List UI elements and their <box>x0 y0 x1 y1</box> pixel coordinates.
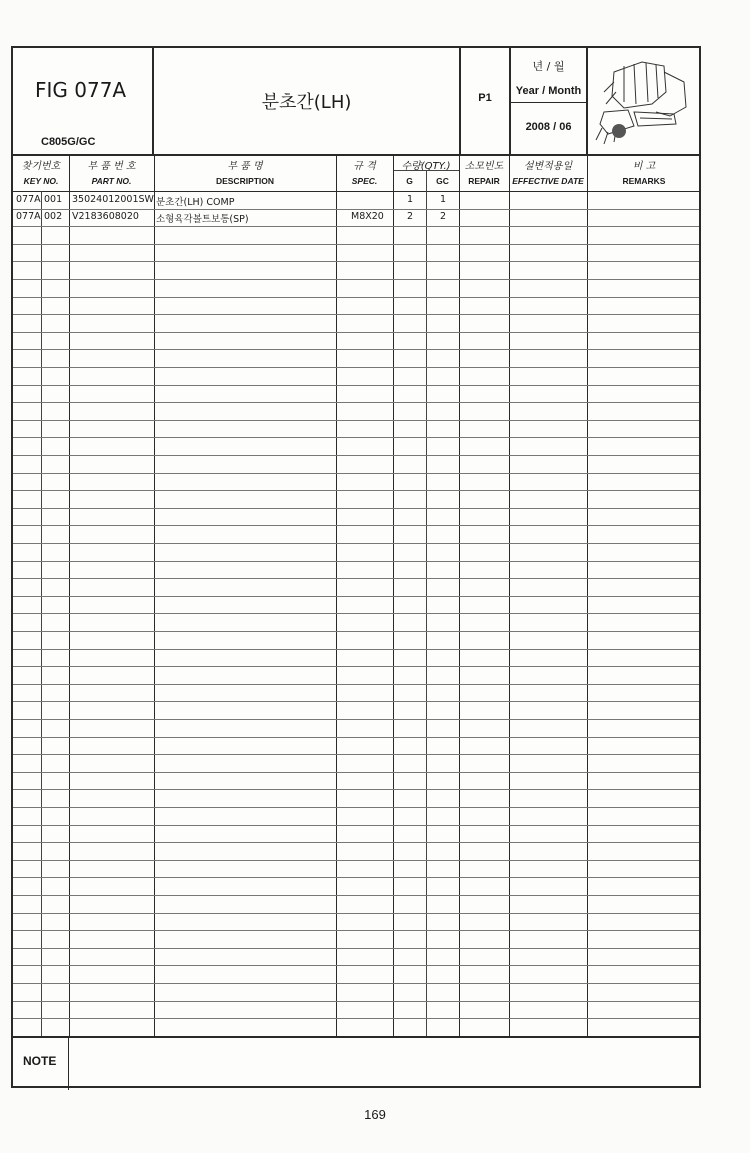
row-divider <box>13 1018 699 1019</box>
row-divider <box>13 226 699 227</box>
date-divider <box>511 102 586 103</box>
row-spec: M8X20 <box>351 211 384 222</box>
page-code: P1 <box>478 92 492 104</box>
date-label-korean: 년 / 월 <box>532 60 565 73</box>
row-divider <box>13 261 699 262</box>
col-part-no <box>69 154 154 191</box>
row-divider <box>13 807 699 808</box>
col-remarks <box>587 154 701 191</box>
row-divider <box>13 437 699 438</box>
col-repair-en: REPAIR <box>468 176 500 186</box>
row-divider <box>13 789 699 790</box>
row-fig: 077A <box>16 211 41 222</box>
row-divider <box>13 754 699 755</box>
row-key-no: 001 <box>44 194 63 205</box>
page-title: 분초간(LH) <box>261 92 352 113</box>
row-fig: 077A <box>16 194 41 205</box>
row-divider <box>13 842 699 843</box>
date-box <box>511 48 588 154</box>
row-divider <box>13 860 699 861</box>
col-effective-date <box>509 154 587 191</box>
col-part-no-kr: 부 품 번 호 <box>87 161 136 172</box>
row-divider <box>13 314 699 315</box>
parts-list-sheet <box>11 46 701 1088</box>
col-description <box>154 154 336 191</box>
row-divider <box>13 543 699 544</box>
col-spec-en: SPEC. <box>351 176 378 186</box>
col-qty-kr: 수량(QTY.) <box>401 161 451 172</box>
row-divider <box>13 895 699 896</box>
row-qty-gc: 2 <box>440 211 447 222</box>
row-divider <box>13 455 699 456</box>
row-divider <box>13 719 699 720</box>
col-qty-g-label: G <box>406 176 413 186</box>
row-divider <box>13 825 699 826</box>
table-row <box>13 192 699 209</box>
row-divider <box>13 385 699 386</box>
row-divider <box>13 913 699 914</box>
figure-box <box>13 48 154 154</box>
row-qty-g: 2 <box>407 211 414 222</box>
row-divider <box>13 244 699 245</box>
sheet-header <box>13 48 699 156</box>
row-divider <box>13 349 699 350</box>
column-divider <box>459 154 460 1036</box>
column-divider <box>336 154 337 1036</box>
col-key-no-en: KEY NO. <box>23 176 59 186</box>
col-qty-gc-label: GC <box>436 176 449 186</box>
col-key-no-kr: 찾기번호 <box>21 161 61 172</box>
row-part-no: 35024012001SW <box>72 194 154 205</box>
row-divider <box>13 737 699 738</box>
row-divider <box>13 578 699 579</box>
model-name: C805G/GC <box>41 136 96 148</box>
row-divider <box>13 596 699 597</box>
row-divider <box>13 631 699 632</box>
col-spec <box>336 154 393 191</box>
column-divider <box>393 154 394 1036</box>
row-divider <box>13 930 699 931</box>
row-divider <box>13 525 699 526</box>
column-divider <box>154 154 155 1036</box>
row-qty-g: 1 <box>407 194 414 205</box>
col-description-kr: 부 품 명 <box>227 161 263 172</box>
col-repair <box>459 154 509 191</box>
row-divider <box>13 332 699 333</box>
row-divider <box>13 877 699 878</box>
col-remarks-kr: 비 고 <box>632 161 656 172</box>
row-divider <box>13 402 699 403</box>
note-section <box>13 1036 699 1090</box>
row-divider <box>13 297 699 298</box>
table-row <box>13 209 699 226</box>
col-effective-date-en: EFFECTIVE DATE <box>512 176 584 186</box>
col-repair-kr: 소모빈도 <box>464 161 504 172</box>
row-divider <box>13 420 699 421</box>
col-part-no-en: PART NO. <box>91 176 132 186</box>
column-divider <box>426 170 427 1036</box>
row-description: 분초간(LH) COMP <box>156 197 235 208</box>
row-divider <box>13 613 699 614</box>
row-divider <box>13 649 699 650</box>
note-label: NOTE <box>23 1054 57 1068</box>
page-box <box>461 48 511 154</box>
harvester-illustration-icon <box>594 52 694 148</box>
row-divider <box>13 1001 699 1002</box>
date-label-english: Year / Month <box>515 85 582 97</box>
illustration-box <box>588 48 701 154</box>
column-divider <box>509 154 510 1036</box>
row-divider <box>13 473 699 474</box>
col-effective-date-kr: 설변적용일 <box>523 161 573 172</box>
column-divider <box>69 154 70 1036</box>
column-header-row <box>13 154 699 192</box>
col-qty-gc <box>426 154 459 191</box>
figure-number: FIG 077A <box>35 78 127 102</box>
row-divider <box>13 701 699 702</box>
col-remarks-en: REMARKS <box>622 176 666 186</box>
row-qty-gc: 1 <box>440 194 447 205</box>
row-divider <box>13 684 699 685</box>
col-spec-kr: 규 격 <box>353 161 376 172</box>
title-box <box>154 48 461 154</box>
date-value: 2008 / 06 <box>525 121 572 133</box>
row-divider <box>13 490 699 491</box>
row-divider <box>13 965 699 966</box>
col-qty-g <box>393 154 426 191</box>
note-label-box <box>13 1038 69 1090</box>
row-part-no: V2183608020 <box>72 211 139 222</box>
page-number: 169 <box>364 1107 386 1122</box>
row-key-no: 002 <box>44 211 63 222</box>
column-divider <box>587 154 588 1036</box>
row-divider <box>13 508 699 509</box>
col-description-en: DESCRIPTION <box>215 176 275 186</box>
col-key-no <box>13 154 69 191</box>
row-divider <box>13 666 699 667</box>
row-divider <box>13 561 699 562</box>
row-divider <box>13 367 699 368</box>
row-divider <box>13 279 699 280</box>
row-description: 소형육각볼트보통(SP) <box>156 214 249 225</box>
row-divider <box>13 772 699 773</box>
row-divider <box>13 983 699 984</box>
row-divider <box>13 948 699 949</box>
